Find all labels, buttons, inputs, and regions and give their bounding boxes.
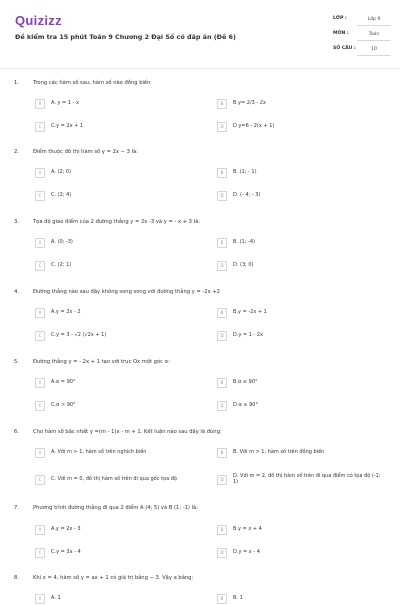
option-c[interactable] — [35, 260, 205, 272]
option-text: C.y = 2x + 1 — [51, 123, 84, 129]
option-a[interactable] — [35, 524, 205, 536]
question-text: Tọa độ giao điểm của 2 đường thẳng y = 2x -3 và y = - x + 3 là: — [33, 219, 201, 225]
option-text: B.y = x + 4 — [233, 526, 262, 532]
option-d[interactable] — [217, 121, 387, 133]
option-a[interactable] — [35, 98, 205, 110]
option-text: C. Với m = 0, đồ thị hàm số trên đi qua gốc tọa độ — [51, 476, 177, 482]
option-letter: A — [35, 378, 45, 388]
option-letter: B — [217, 594, 227, 604]
question-number: 7. — [14, 505, 19, 511]
option-a[interactable] — [35, 167, 205, 179]
option-letter: A — [35, 308, 45, 318]
option-b[interactable] — [217, 307, 387, 319]
option-c[interactable] — [35, 190, 205, 202]
option-letter: D — [217, 401, 227, 411]
option-letter: D — [217, 191, 227, 201]
option-text: B.α ≤ 90° — [233, 379, 258, 385]
option-b[interactable] — [217, 593, 387, 605]
option-text: A. 1 — [51, 595, 61, 601]
meta-subject-label: MÔN : — [333, 31, 349, 36]
option-text: B. (1; - 1) — [233, 169, 257, 175]
meta-count — [333, 43, 391, 57]
option-text: C. (2; 4) — [51, 192, 72, 198]
option-letter: C — [35, 122, 45, 132]
question-number: 1. — [14, 80, 19, 86]
option-b[interactable] — [217, 98, 387, 110]
question-number: 8. — [14, 575, 19, 581]
option-text: A. Với m > 1, hàm số trên nghịch biến — [51, 449, 147, 455]
option-c[interactable] — [35, 400, 205, 412]
question-number: 4. — [14, 289, 19, 295]
question-number: 5. — [14, 359, 19, 365]
option-text: D.y=6 - 2(x + 1) — [233, 123, 275, 129]
option-text: B.y= 2/3 - 2x — [233, 100, 266, 106]
option-text: B. 1 — [233, 595, 243, 601]
option-d[interactable] — [217, 260, 387, 272]
option-letter: B — [217, 308, 227, 318]
question-text: Phương trình đường thẳng đi qua 2 điểm A (4; 5) và B (1; -1) là: — [33, 505, 198, 511]
question-text: Đường thẳng nào sau đây không song song với đường thẳng y = -2x +2 — [33, 289, 220, 295]
question-number: 2. — [14, 149, 19, 155]
option-letter: B — [217, 525, 227, 535]
header-divider — [0, 68, 400, 69]
option-text: B. (1; -4) — [233, 239, 255, 245]
meta-grade-value: Lớp 9 — [357, 13, 391, 26]
option-d[interactable] — [217, 190, 387, 202]
option-letter: C — [35, 475, 45, 485]
option-a[interactable] — [35, 447, 205, 459]
option-letter: A — [35, 525, 45, 535]
option-letter: A — [35, 168, 45, 178]
page-header — [0, 0, 400, 68]
option-letter: C — [35, 401, 45, 411]
question-number: 6. — [14, 429, 19, 435]
option-letter: C — [35, 548, 45, 558]
option-text: D.α ≥ 90° — [233, 402, 258, 408]
option-b[interactable] — [217, 447, 387, 459]
meta-subject-value: Toán — [357, 28, 391, 41]
option-letter: A — [35, 238, 45, 248]
meta-subject — [333, 28, 391, 42]
option-a[interactable] — [35, 307, 205, 319]
question-text: Điểm thuộc đồ thị hàm số y = 2x − 3 là: — [33, 149, 138, 155]
option-letter: B — [217, 168, 227, 178]
option-b[interactable] — [217, 377, 387, 389]
option-a[interactable] — [35, 593, 205, 605]
option-letter: B — [217, 99, 227, 109]
option-d[interactable] — [217, 330, 387, 342]
option-letter: D — [217, 331, 227, 341]
meta-grade-label: LỚP : — [333, 16, 347, 21]
option-text: A.y = 2x - 2 — [51, 309, 81, 315]
option-letter: D — [217, 548, 227, 558]
meta-grade — [333, 13, 391, 27]
option-d[interactable] — [217, 474, 387, 486]
option-text: C. (2; 1) — [51, 262, 72, 268]
meta-count-value: 10 — [357, 43, 391, 56]
option-text: D. Với m = 2, đồ thị hàm số trên đi qua điểm có tọa độ (-1; 1) — [233, 473, 381, 486]
question-text: Cho hàm số bậc nhất y =(m - 1)x - m + 1. Kết luận nào sau đây là đúng: — [33, 429, 222, 435]
option-letter: B — [217, 378, 227, 388]
option-text: A.α = 90° — [51, 379, 76, 385]
option-b[interactable] — [217, 167, 387, 179]
option-b[interactable] — [217, 237, 387, 249]
option-text: D. (- 4; - 3) — [233, 192, 261, 198]
option-text: D.y = 1 - 2x — [233, 332, 264, 338]
page-title: Đề kiểm tra 15 phút Toán 9 Chương 2 Đại Số có đáp án (Đề 6) — [15, 33, 236, 41]
option-d[interactable] — [217, 547, 387, 559]
option-letter: C — [35, 191, 45, 201]
option-letter: D — [217, 261, 227, 271]
option-text: A.y = 2x - 3 — [51, 526, 81, 532]
option-b[interactable] — [217, 524, 387, 536]
option-text: C.y = 3x - 4 — [51, 549, 81, 555]
option-letter: C — [35, 261, 45, 271]
quizizz-logo: Quizizz — [15, 13, 62, 28]
question-number: 3. — [14, 219, 19, 225]
option-letter: B — [217, 448, 227, 458]
option-text: C.y = 3 - √2 (√2x + 1) — [51, 332, 107, 338]
option-letter: D — [217, 122, 227, 132]
option-text: A. y = 1 - x — [51, 100, 79, 106]
option-text: A. (0; -3) — [51, 239, 73, 245]
option-text: B. Với m > 1, hàm số trên đồng biến — [233, 449, 325, 455]
option-text: D.y = x - 4 — [233, 549, 260, 555]
meta-count-label: SỐ CÂU : — [333, 46, 356, 51]
question-text: Đường thẳng y = - 2x + 1 tạo với trục Ox một góc α: — [33, 359, 170, 365]
question-text: Khi x = 4, hàm số y = ax + 1 có giá trị bằng − 3. Vậy a bằng: — [33, 575, 194, 581]
option-c[interactable] — [35, 330, 205, 342]
option-c[interactable] — [35, 474, 205, 486]
option-letter: A — [35, 594, 45, 604]
option-a[interactable] — [35, 377, 205, 389]
option-text: B.y = -2x + 1 — [233, 309, 267, 315]
option-a[interactable] — [35, 237, 205, 249]
option-letter: A — [35, 448, 45, 458]
option-d[interactable] — [217, 400, 387, 412]
option-text: D. (3; 0) — [233, 262, 254, 268]
option-letter: D — [217, 475, 227, 485]
option-c[interactable] — [35, 121, 205, 133]
option-text: C.α > 90° — [51, 402, 76, 408]
option-c[interactable] — [35, 547, 205, 559]
question-text: Trong các hàm số sau, hàm số nào đồng biến — [33, 80, 151, 86]
option-letter: C — [35, 331, 45, 341]
option-letter: A — [35, 99, 45, 109]
option-text: A. (2; 0) — [51, 169, 72, 175]
option-letter: B — [217, 238, 227, 248]
